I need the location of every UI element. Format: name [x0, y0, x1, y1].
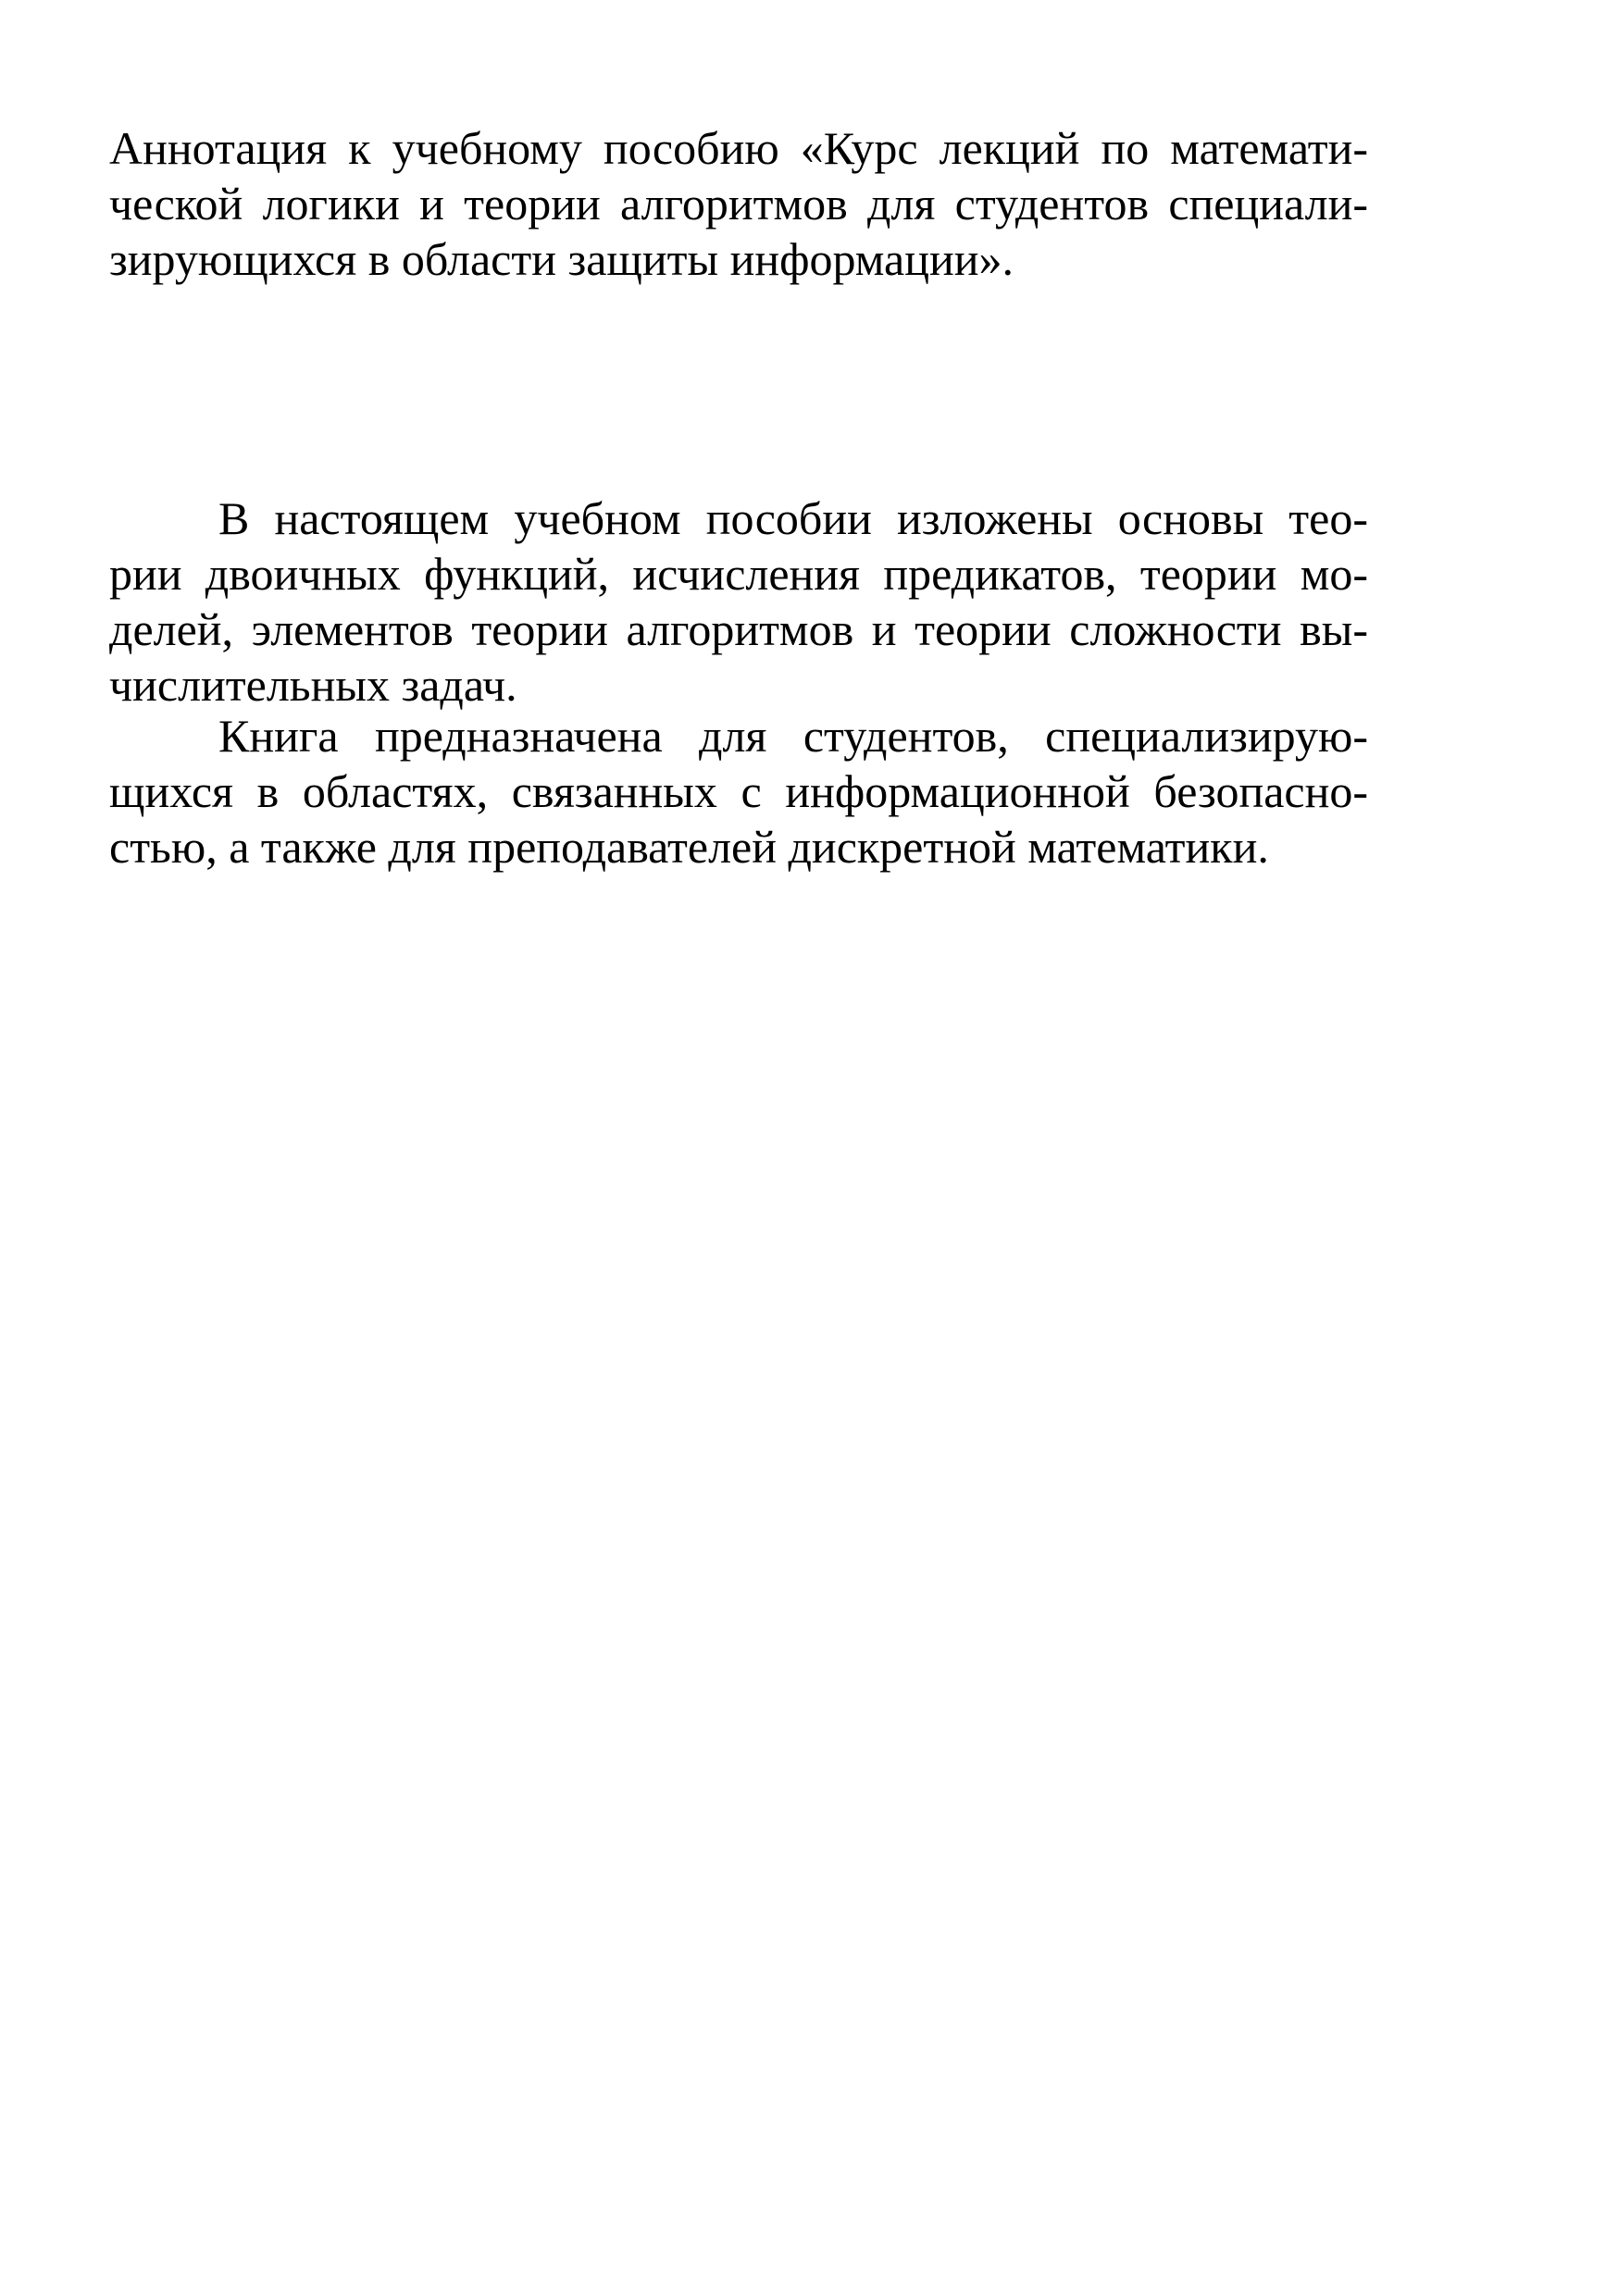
- paragraph-line: Книга предназначена для студентов, специализирую-: [218, 710, 1368, 762]
- paragraph-line: делей, элементов теории алгоритмов и теории сложности вы-: [109, 603, 1368, 655]
- paragraph-line: рии двоичных функций, исчисления предикатов, теории мо-: [109, 548, 1368, 600]
- paragraph-line: В настоящем учебном пособии изложены основы тео-: [218, 492, 1368, 544]
- paragraph-line: стью, а также для преподавателей дискретной математики.: [109, 821, 1269, 873]
- annotation-line: ческой логики и теории алгоритмов для студентов специали-: [109, 178, 1368, 230]
- annotation-line: Аннотация к учебному пособию «Курс лекций по математи-: [109, 122, 1368, 174]
- paragraph-line: щихся в областях, связанных с информационной безопасно-: [109, 765, 1368, 817]
- annotation-line: зирующихся в области защиты информации».: [109, 233, 1014, 285]
- paragraph-line: числительных задач.: [109, 659, 517, 711]
